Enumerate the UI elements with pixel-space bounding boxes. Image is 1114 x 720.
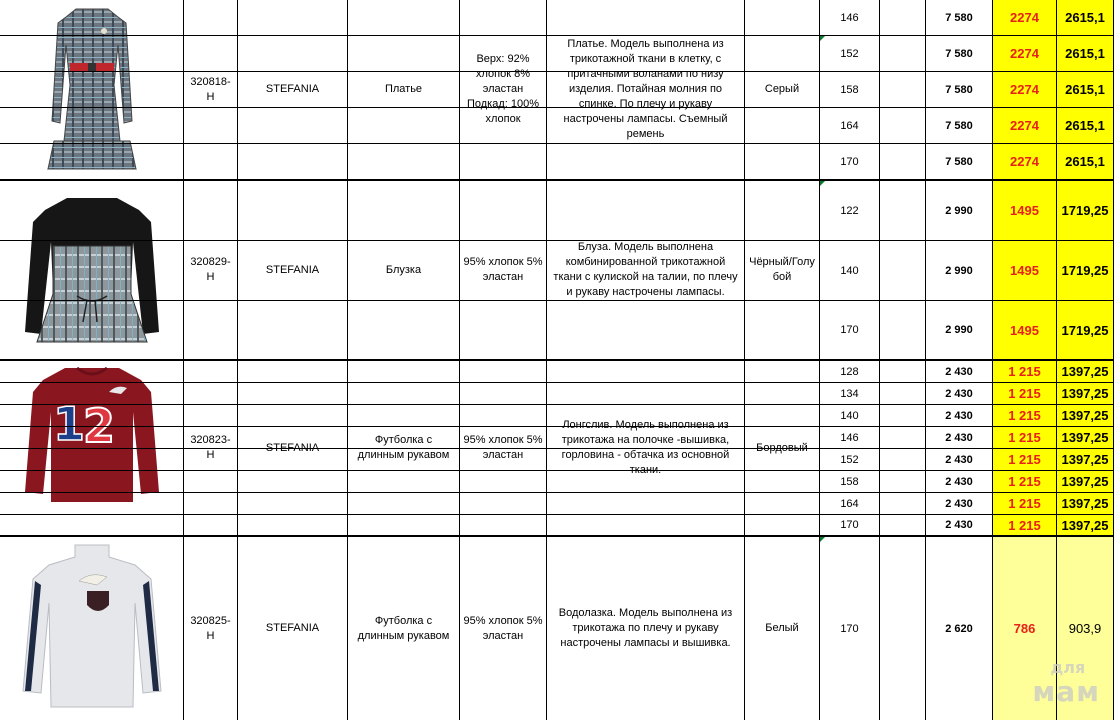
final-price-cell: 1397,25: [1057, 405, 1114, 426]
size-cell: 146: [820, 0, 880, 35]
price-cell: 2 430: [926, 427, 993, 448]
article-cell: 320818-H: [184, 0, 238, 179]
composition-cell: Верх: 92% хлопок 8% эластан Подкад: 100% хлопок: [460, 0, 547, 179]
size-cell: 170: [820, 301, 880, 359]
brand-cell: STEFANIA: [238, 361, 348, 535]
description-cell: Платье. Модель выполнена из трикотажной ткани в клетку, с притачными воланами по низу изделия. Потайная молния по спинке. По плечу и рукаву настрочены лампасы. Съемный ремень: [547, 0, 745, 179]
empty-cell: [880, 181, 926, 240]
watermark-line-2: мам: [1032, 675, 1100, 708]
size-cell: 158: [820, 471, 880, 492]
discount-price-cell: 1 215: [993, 427, 1057, 448]
price-cell: 2 430: [926, 361, 993, 382]
empty-cell: [880, 383, 926, 404]
size-row: [0, 383, 1114, 405]
size-row: [0, 144, 1114, 179]
size-row: [0, 427, 1114, 449]
empty-cell: [880, 108, 926, 143]
size-row: [0, 449, 1114, 471]
description-cell: Водолазка. Модель выполнена из трикотажа по плечу и рукаву настрочены лампасы и вышивка.: [547, 537, 745, 720]
final-price-cell: 2615,1: [1057, 0, 1114, 35]
article-cell: 320829-H: [184, 181, 238, 359]
final-price-cell: 2615,1: [1057, 36, 1114, 71]
size-cell: 170: [820, 515, 880, 535]
empty-cell: [880, 361, 926, 382]
size-cell: 170: [820, 144, 880, 179]
empty-cell: [880, 493, 926, 514]
color-cell: Серый: [745, 0, 820, 179]
discount-price-cell: 1 215: [993, 471, 1057, 492]
empty-cell: [880, 36, 926, 71]
size-row: [0, 515, 1114, 535]
brand-cell: STEFANIA: [238, 0, 348, 179]
size-row: [0, 537, 1114, 720]
final-price-cell: 1397,25: [1057, 383, 1114, 404]
size-row: [0, 108, 1114, 144]
table-row: [0, 181, 1114, 361]
price-cell: 2 430: [926, 449, 993, 470]
product-name-cell: Платье: [348, 0, 460, 179]
discount-price-cell: 1 215: [993, 449, 1057, 470]
empty-cell: [880, 427, 926, 448]
discount-price-cell: 1495: [993, 241, 1057, 300]
size-row: [0, 72, 1114, 108]
discount-price-cell: 1 215: [993, 493, 1057, 514]
final-price-cell: 1397,25: [1057, 427, 1114, 448]
price-cell: 7 580: [926, 36, 993, 71]
color-cell: Бордовый: [745, 361, 820, 535]
svg-text:2: 2: [82, 399, 115, 453]
composition-cell: 95% хлопок 5% эластан: [460, 537, 547, 720]
price-cell: 2 990: [926, 181, 993, 240]
discount-price-cell: 1 215: [993, 383, 1057, 404]
price-cell: 7 580: [926, 72, 993, 107]
empty-cell: [880, 515, 926, 535]
size-cell: 152: [820, 449, 880, 470]
size-row: [0, 241, 1114, 301]
empty-cell: [880, 144, 926, 179]
description-cell: Лонгслив. Модель выполнена из трикотажа на полочке -вышивка, горловина - обтачка из основной ткани.: [547, 361, 745, 535]
price-cell: 2 620: [926, 537, 993, 720]
final-price-cell: 1719,25: [1057, 241, 1114, 300]
empty-cell: [880, 537, 926, 720]
discount-price-cell: 1 215: [993, 361, 1057, 382]
color-cell: Белый: [745, 537, 820, 720]
size-cell: 134: [820, 383, 880, 404]
size-row: [0, 361, 1114, 383]
size-cell: 152: [820, 36, 880, 71]
size-cell: 128: [820, 361, 880, 382]
svg-text:1: 1: [52, 397, 85, 451]
final-price-cell: 1397,25: [1057, 493, 1114, 514]
final-price-cell: 2615,1: [1057, 108, 1114, 143]
empty-cell: [880, 0, 926, 35]
empty-cell: [880, 301, 926, 359]
size-row: [0, 0, 1114, 36]
size-row: [0, 301, 1114, 359]
cell-marker: [820, 36, 825, 41]
final-price-cell: 1397,25: [1057, 515, 1114, 535]
size-row: [0, 471, 1114, 493]
price-cell: 2 430: [926, 515, 993, 535]
final-price-cell: 1397,25: [1057, 449, 1114, 470]
size-cell: 146: [820, 427, 880, 448]
price-cell: 2 430: [926, 493, 993, 514]
empty-cell: [880, 241, 926, 300]
discount-price-cell: 2274: [993, 108, 1057, 143]
description-cell: Блуза. Модель выполнена комбинированной трикотажной ткани с кулиской на талии, по плечу и рукаву настрочены лампасы.: [547, 181, 745, 359]
discount-price-cell: 2274: [993, 144, 1057, 179]
discount-price-cell: 1 215: [993, 405, 1057, 426]
price-cell: 7 580: [926, 108, 993, 143]
size-row: [0, 181, 1114, 241]
cell-marker: [820, 181, 825, 186]
price-cell: 7 580: [926, 144, 993, 179]
product-name-cell: Блузка: [348, 181, 460, 359]
discount-price-cell: 1 215: [993, 515, 1057, 535]
size-cell: 122: [820, 181, 880, 240]
final-price-cell: 1719,25: [1057, 301, 1114, 359]
color-cell: Чёрный/Голубой: [745, 181, 820, 359]
discount-price-cell: 1495: [993, 181, 1057, 240]
composition-cell: 95% хлопок 5% эластан: [460, 361, 547, 535]
final-price-cell: 903,9: [1057, 537, 1114, 720]
brand-cell: STEFANIA: [238, 537, 348, 720]
size-cell: 170: [820, 537, 880, 720]
price-cell: 2 990: [926, 301, 993, 359]
discount-price-cell: 1495: [993, 301, 1057, 359]
discount-price-cell: 786: [993, 537, 1057, 720]
size-row: [0, 405, 1114, 427]
final-price-cell: 2615,1: [1057, 144, 1114, 179]
price-cell: 2 990: [926, 241, 993, 300]
final-price-cell: 1719,25: [1057, 181, 1114, 240]
discount-price-cell: 2274: [993, 72, 1057, 107]
article-cell: 320825-H: [184, 537, 238, 720]
final-price-cell: 1397,25: [1057, 471, 1114, 492]
price-cell: 2 430: [926, 471, 993, 492]
price-cell: 2 430: [926, 383, 993, 404]
watermark: [1032, 656, 1100, 710]
price-cell: 2 430: [926, 405, 993, 426]
table-row: [0, 361, 1114, 537]
size-cell: 158: [820, 72, 880, 107]
size-row: [0, 493, 1114, 515]
product-name-cell: Футболка с длинным рукавом: [348, 537, 460, 720]
empty-cell: [880, 405, 926, 426]
empty-cell: [880, 72, 926, 107]
watermark-line-1: для: [1050, 658, 1086, 677]
cell-marker: [820, 537, 825, 542]
size-cell: 164: [820, 493, 880, 514]
discount-price-cell: 2274: [993, 36, 1057, 71]
empty-cell: [880, 449, 926, 470]
size-cell: 140: [820, 241, 880, 300]
price-cell: 7 580: [926, 0, 993, 35]
composition-cell: 95% хлопок 5% эластан: [460, 181, 547, 359]
article-cell: 320823-H: [184, 361, 238, 535]
discount-price-cell: 2274: [993, 0, 1057, 35]
final-price-cell: 2615,1: [1057, 72, 1114, 107]
product-name-cell: Футболка с длинным рукавом: [348, 361, 460, 535]
brand-cell: STEFANIA: [238, 181, 348, 359]
size-row: [0, 36, 1114, 72]
size-cell: 164: [820, 108, 880, 143]
final-price-cell: 1397,25: [1057, 361, 1114, 382]
empty-cell: [880, 471, 926, 492]
table-row: [0, 537, 1114, 720]
size-cell: 140: [820, 405, 880, 426]
table-row: [0, 0, 1114, 181]
